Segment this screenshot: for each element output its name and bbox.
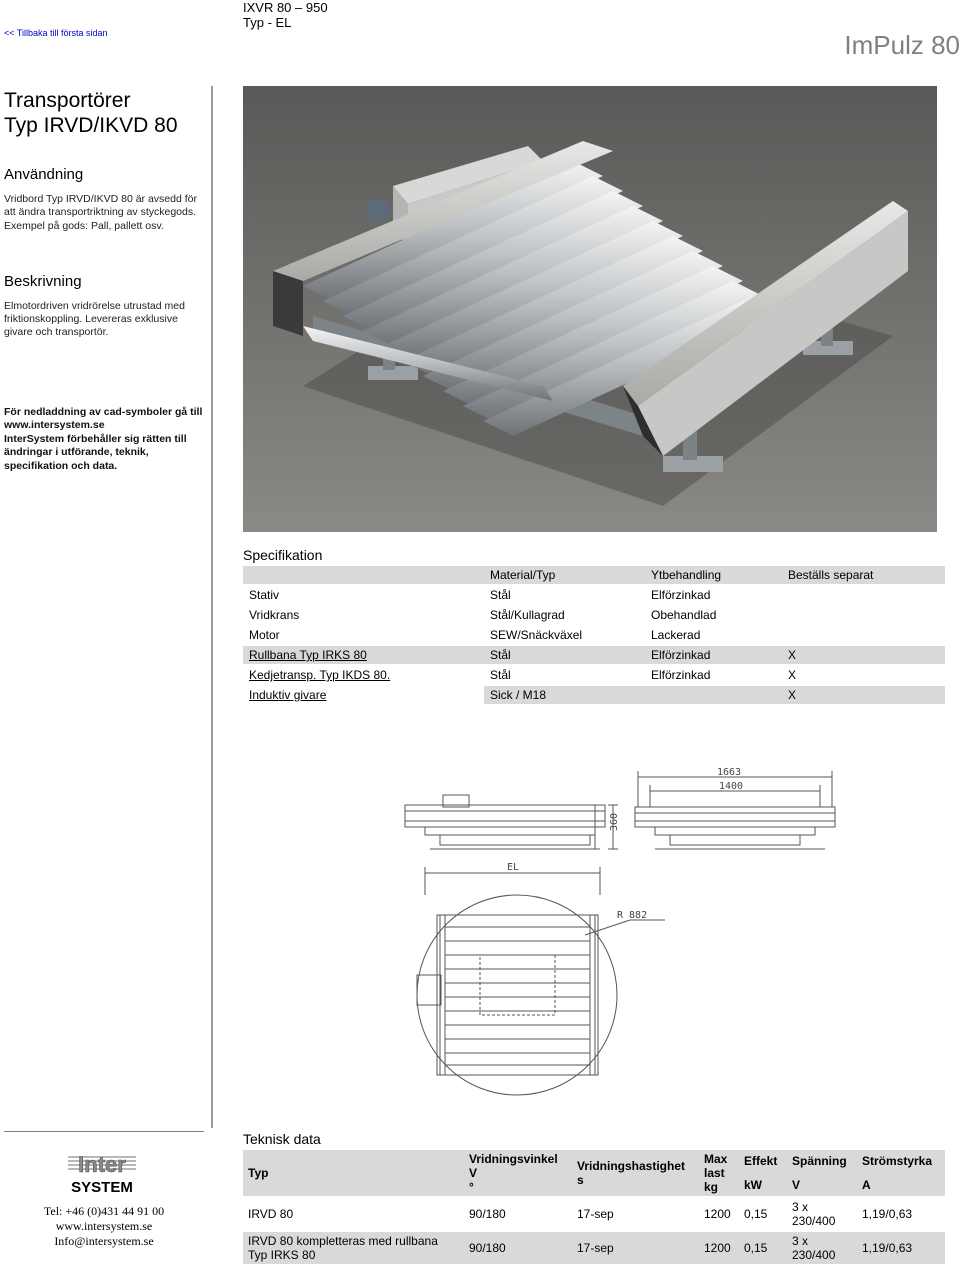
tech-header-voltage-line1: Spänning bbox=[792, 1154, 847, 1168]
logo-word-inter: Inter bbox=[78, 1152, 126, 1177]
description-heading: Beskrivning bbox=[4, 272, 82, 290]
spec-header-material: Material/Typ bbox=[484, 566, 645, 584]
tech-header-speed-line2: s bbox=[577, 1173, 584, 1187]
document-code bbox=[243, 0, 328, 30]
spec-cell-material: SEW/Snäckväxel bbox=[490, 628, 583, 642]
tech-row bbox=[243, 1232, 945, 1264]
tech-header-angle-line3: ° bbox=[469, 1180, 474, 1194]
roller-conveyor-illustration bbox=[243, 86, 937, 532]
contact-phone: Tel: +46 (0)431 44 91 00 bbox=[43, 1204, 165, 1218]
spec-header-row bbox=[243, 566, 945, 584]
tech-cell-type-line2: Typ IRKS 80 bbox=[248, 1248, 316, 1262]
spec-cell-surface: Elförzinkad bbox=[651, 668, 711, 682]
spec-cell-surface: Elförzinkad bbox=[651, 588, 711, 602]
spec-table bbox=[243, 564, 945, 706]
tech-cell-type-line1: IRVD 80 kompletteras med rullbana bbox=[248, 1234, 438, 1248]
spec-cell-separate bbox=[782, 626, 945, 644]
tech-row bbox=[243, 1198, 945, 1230]
spec-cell-surface bbox=[645, 686, 782, 704]
tech-header-angle-line2: V bbox=[469, 1166, 478, 1180]
brand-title: ImPulz 80 bbox=[844, 30, 960, 60]
dim-r882-label: R 882 bbox=[617, 910, 648, 921]
tech-header-type-label: Typ bbox=[248, 1166, 269, 1180]
usage-text: Vridbord Typ IRVD/IKVD 80 är avsedd för att ändra transportriktning av styckegods. Exempel på gods: Pall, pallett osv. bbox=[4, 193, 197, 232]
download-note bbox=[4, 406, 204, 474]
tech-header-type bbox=[243, 1150, 464, 1196]
tech-cell-speed: 17-sep bbox=[577, 1207, 614, 1221]
tech-header-current-line2: A bbox=[862, 1178, 871, 1192]
disclaimer-note: InterSystem förbehåller sig rätten till ändringar i utförande, teknik, specifikation och data. bbox=[4, 432, 187, 472]
page-title bbox=[4, 88, 204, 138]
tech-cell-voltage-line1: 3 x bbox=[792, 1200, 809, 1214]
download-note-line1: För nedladdning av cad-symboler gå till www.intersystem.se bbox=[4, 405, 203, 432]
tech-table bbox=[243, 1148, 945, 1266]
tech-header-voltage-line2: V bbox=[792, 1178, 801, 1192]
tech-cell-type bbox=[243, 1232, 464, 1264]
drawing-side-view-left bbox=[405, 805, 605, 827]
spec-cell-material: Stål/Kullagrad bbox=[490, 608, 565, 622]
spec-cell-separate bbox=[782, 586, 945, 604]
spec-cell-surface: Obehandlad bbox=[651, 608, 717, 622]
tech-header-angle bbox=[464, 1150, 572, 1196]
tech-cell-voltage bbox=[787, 1198, 857, 1230]
spec-cell-item: Stativ bbox=[249, 588, 280, 602]
spec-cell-separate bbox=[782, 606, 945, 624]
dim-el-label: EL bbox=[507, 862, 520, 873]
left-column bbox=[4, 88, 204, 473]
spec-cell-material: Stål bbox=[490, 668, 511, 682]
spec-header-cell bbox=[243, 566, 484, 584]
tech-cell-current: 1,19/0,63 bbox=[862, 1207, 913, 1221]
logo-graphic bbox=[66, 1150, 138, 1196]
spec-cell-item-link[interactable]: Induktiv givare bbox=[243, 686, 484, 704]
column-divider bbox=[211, 86, 213, 1128]
page-title-line2: Typ IRVD/IKVD 80 bbox=[4, 114, 178, 137]
spec-cell-separate: X bbox=[788, 668, 797, 682]
tech-cell-current: 1,19/0,63 bbox=[857, 1232, 945, 1264]
spec-cell-item-link[interactable]: Kedjetransp. Typ IKDS 80. bbox=[249, 668, 391, 682]
spec-row bbox=[243, 626, 945, 644]
spec-row bbox=[243, 666, 945, 684]
contact-website-link[interactable]: www.intersystem.se bbox=[55, 1219, 153, 1233]
tech-header-current bbox=[857, 1150, 945, 1196]
spec-row bbox=[243, 646, 945, 664]
tech-header-max-load bbox=[699, 1150, 739, 1196]
tech-cell-voltage-line1: 3 x bbox=[792, 1234, 809, 1248]
tech-header-angle-line1: Vridningsvinkel bbox=[469, 1152, 558, 1166]
spec-cell-separate: X bbox=[782, 686, 945, 704]
tech-cell-load: 1200 bbox=[699, 1232, 739, 1264]
tech-header-load-line3: kg bbox=[704, 1180, 719, 1194]
spec-row bbox=[243, 606, 945, 624]
tech-cell-voltage-line2: 230/400 bbox=[792, 1214, 836, 1228]
tech-cell-voltage bbox=[787, 1232, 857, 1264]
tech-header-power-line2: kW bbox=[744, 1178, 762, 1192]
spec-cell-surface: Lackerad bbox=[651, 628, 701, 642]
drawing-side-view-right bbox=[635, 807, 835, 827]
drawing-plan-view-frame bbox=[440, 915, 595, 1075]
spec-cell-material: Stål bbox=[484, 646, 645, 664]
tech-cell-power: 0,15 bbox=[739, 1232, 787, 1264]
tech-cell-angle: 90/180 bbox=[464, 1232, 572, 1264]
usage-heading: Användning bbox=[4, 166, 84, 183]
tech-header-voltage bbox=[787, 1150, 857, 1196]
spec-cell-item: Motor bbox=[249, 628, 280, 642]
spec-title: Specifikation bbox=[243, 547, 323, 563]
tech-header-current-line1: Strömstyrka bbox=[862, 1154, 933, 1168]
intersystem-logo bbox=[66, 1150, 138, 1196]
spec-row bbox=[243, 686, 945, 704]
dim-360-label: 360 bbox=[609, 812, 620, 831]
tech-header-row bbox=[243, 1150, 945, 1196]
tech-header-load-line2: last bbox=[704, 1166, 725, 1180]
tech-cell-voltage-line2: 230/400 bbox=[792, 1248, 836, 1262]
tech-header-speed bbox=[572, 1150, 699, 1196]
spec-row bbox=[243, 586, 945, 604]
contact-info bbox=[4, 1204, 204, 1249]
tech-title: Teknisk data bbox=[243, 1131, 321, 1147]
product-photo bbox=[243, 86, 937, 532]
tech-cell-angle: 90/180 bbox=[469, 1207, 506, 1221]
document-code-line2: Typ - EL bbox=[243, 15, 292, 30]
back-to-first-page-link[interactable]: << Tillbaka till första sidan bbox=[4, 28, 108, 38]
description-text: Elmotordriven vridrörelse utrustad med friktionskoppling. Levereras exklusive givare och transportör. bbox=[4, 299, 185, 339]
dim-1663-label: 1663 bbox=[717, 767, 742, 778]
spec-cell-item-link[interactable]: Rullbana Typ IRKS 80 bbox=[243, 646, 484, 664]
page-title-line1: Transportörer bbox=[4, 89, 131, 112]
footer-divider bbox=[4, 1131, 204, 1132]
tech-header-load-line1: Max bbox=[704, 1152, 728, 1166]
spec-header-order-separately: Beställs separat bbox=[782, 566, 945, 584]
spec-header-surface: Ytbehandling bbox=[645, 566, 782, 584]
tech-header-power bbox=[739, 1150, 787, 1196]
technical-drawing bbox=[385, 765, 865, 1100]
tech-cell-type-line1: IRVD 80 bbox=[248, 1207, 294, 1221]
tech-header-speed-line1: Vridningshastighet bbox=[577, 1159, 686, 1173]
spec-cell-material: Stål bbox=[490, 588, 511, 602]
dim-1400-label: 1400 bbox=[719, 781, 744, 792]
tech-cell-load: 1200 bbox=[704, 1207, 731, 1221]
spec-cell-separate: X bbox=[782, 646, 945, 664]
spec-cell-material: Sick / M18 bbox=[484, 686, 645, 704]
tech-cell-power: 0,15 bbox=[744, 1207, 768, 1221]
tech-cell-speed: 17-sep bbox=[572, 1232, 699, 1264]
tech-cell-type bbox=[243, 1198, 464, 1230]
contact-email-link[interactable]: Info@intersystem.se bbox=[54, 1234, 154, 1248]
tech-header-power-line1: Effekt bbox=[744, 1154, 778, 1168]
spec-cell-item: Vridkrans bbox=[249, 608, 300, 622]
spec-cell-surface: Elförzinkad bbox=[645, 646, 782, 664]
document-code-line1: IXVR 80 – 950 bbox=[243, 0, 328, 15]
logo-word-system: SYSTEM bbox=[71, 1179, 133, 1196]
